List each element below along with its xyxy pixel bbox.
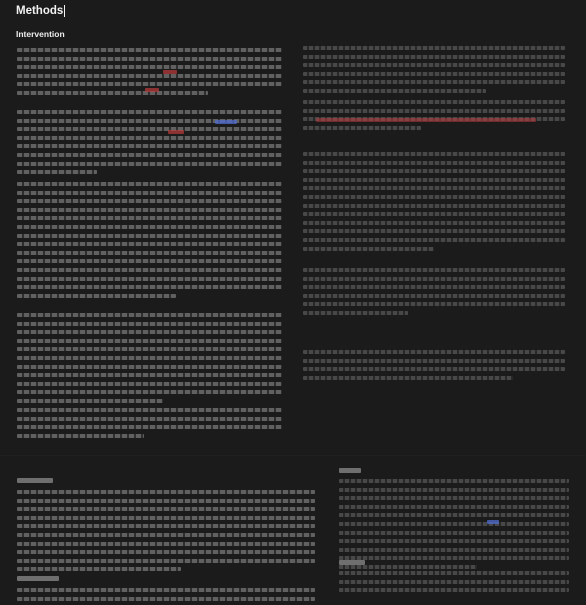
document-title-field[interactable] bbox=[16, 5, 65, 17]
right-paragraph-3 bbox=[303, 152, 565, 255]
inline-link-blue[interactable] bbox=[215, 120, 237, 124]
section-heading-intervention: Intervention bbox=[16, 29, 65, 39]
page-divider bbox=[0, 455, 586, 456]
subsection-heading bbox=[339, 468, 361, 473]
inline-link-red[interactable] bbox=[163, 70, 177, 74]
lower-right-paragraph-2 bbox=[339, 571, 569, 597]
inline-link-red[interactable] bbox=[145, 88, 159, 92]
lower-left-paragraph-2 bbox=[17, 588, 315, 605]
subsection-heading bbox=[17, 576, 59, 581]
right-paragraph-4 bbox=[303, 268, 565, 320]
left-paragraph-5 bbox=[17, 408, 282, 442]
inline-link-red[interactable] bbox=[168, 130, 184, 134]
left-paragraph-3 bbox=[17, 182, 282, 302]
lower-left-paragraph-1 bbox=[17, 490, 315, 576]
inline-link-blue[interactable] bbox=[487, 520, 499, 524]
subsection-heading bbox=[17, 478, 53, 483]
lower-right-paragraph-1 bbox=[339, 479, 569, 574]
right-paragraph-5 bbox=[303, 350, 565, 384]
document-title: Methods bbox=[16, 5, 64, 17]
subsection-heading bbox=[339, 560, 365, 565]
right-paragraph-1 bbox=[303, 46, 565, 98]
text-cursor bbox=[64, 5, 65, 17]
highlighted-reference-line[interactable] bbox=[316, 118, 536, 122]
left-paragraph-4 bbox=[17, 313, 282, 408]
left-paragraph-2 bbox=[17, 110, 282, 179]
